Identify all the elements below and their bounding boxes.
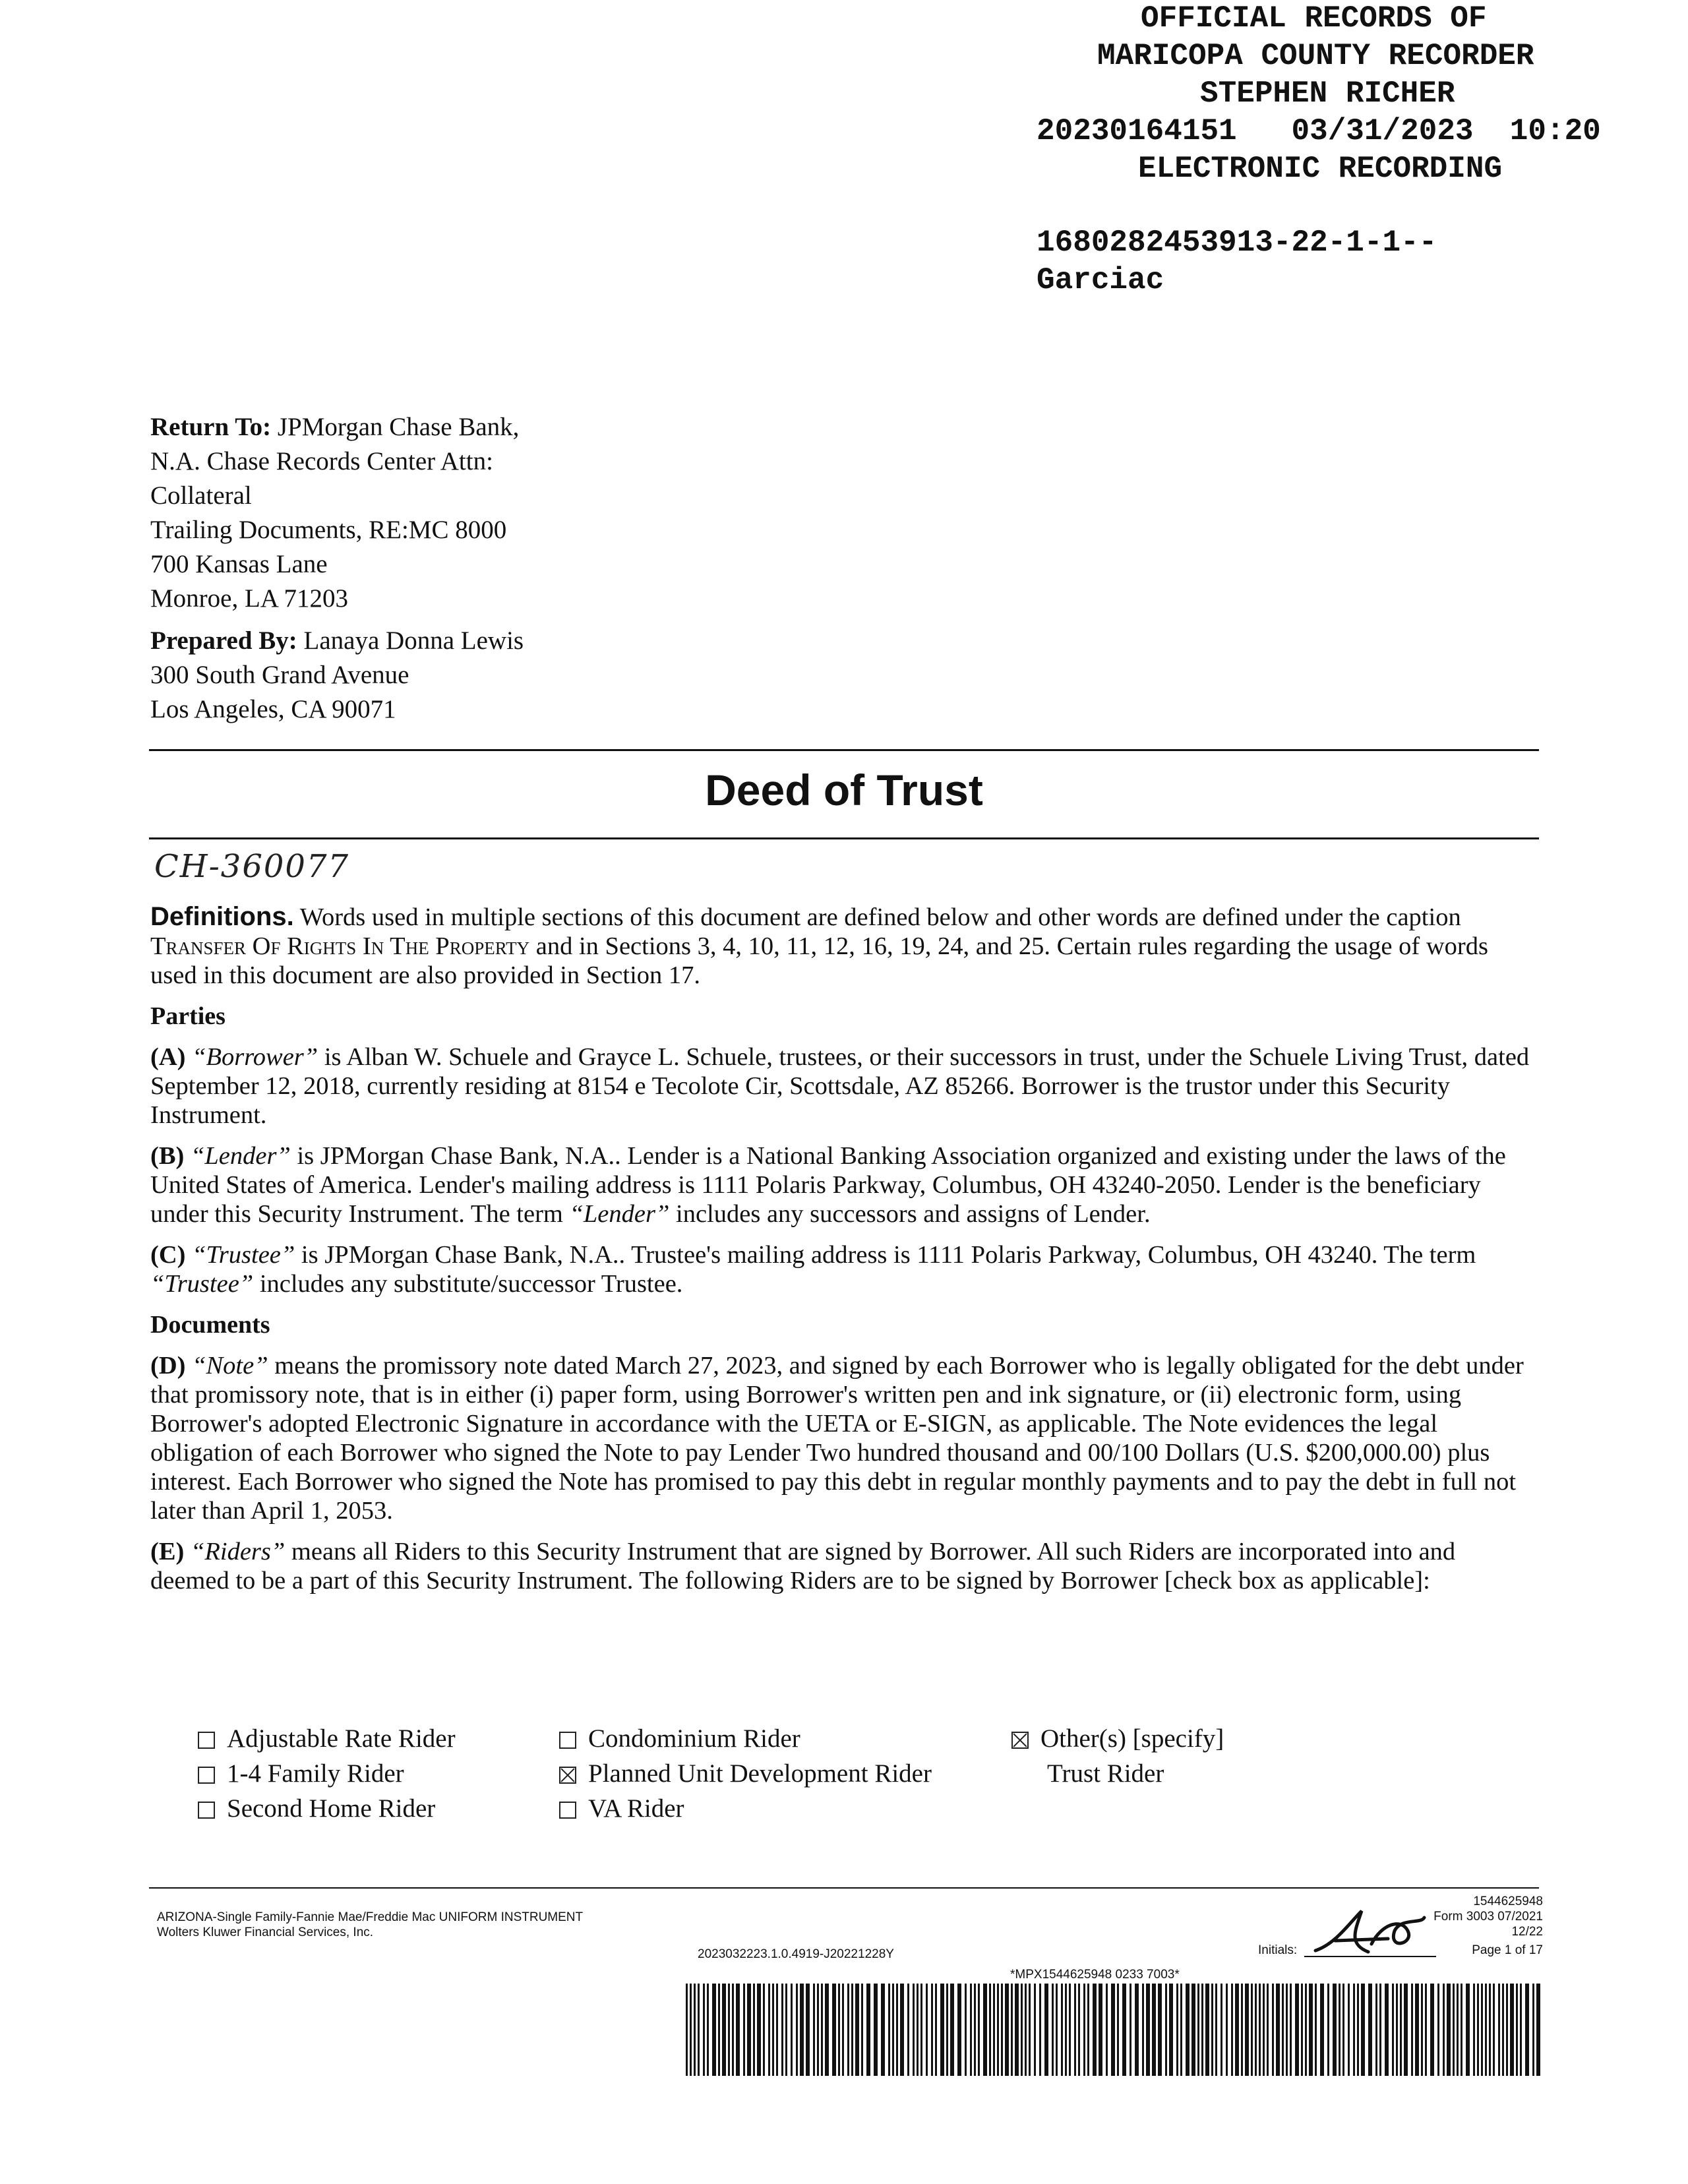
barcode-bar bbox=[703, 1984, 705, 2076]
barcode-bar bbox=[1361, 1984, 1365, 2076]
stamp-date: 03/31/2023 bbox=[1291, 114, 1474, 148]
barcode-bar bbox=[1466, 1984, 1470, 2076]
checkbox-adjustable-rate[interactable] bbox=[198, 1732, 215, 1749]
rider-other[interactable] bbox=[1011, 1721, 1224, 1756]
barcode-bar bbox=[1379, 1984, 1381, 2076]
barcode-bar bbox=[698, 1984, 700, 2076]
rider-label: Planned Unit Development Rider bbox=[588, 1759, 932, 1788]
barcode-bar bbox=[1339, 1984, 1341, 2076]
barcode-bar bbox=[855, 1984, 859, 2076]
barcode-bar bbox=[1348, 1984, 1350, 2076]
barcode-bar bbox=[1502, 1984, 1504, 2076]
barcode-bar bbox=[892, 1984, 894, 2076]
barcode-bar bbox=[1255, 1984, 1257, 2076]
barcode-bar bbox=[1421, 1984, 1423, 2076]
barcode-bar bbox=[694, 1984, 696, 2076]
barcode-bar bbox=[768, 1984, 770, 2076]
stamp-clerk: Garciac bbox=[1037, 263, 1164, 297]
barcode-bar bbox=[1516, 1984, 1518, 2076]
barcode-bar bbox=[1320, 1984, 1324, 2076]
party-b-text-2: includes any successors and assigns of Lender. bbox=[676, 1200, 1151, 1228]
rider-1-4-family[interactable] bbox=[198, 1756, 456, 1791]
party-a-label: (A) bbox=[150, 1043, 186, 1071]
barcode-bar bbox=[718, 1984, 720, 2076]
rider-condominium[interactable] bbox=[559, 1721, 932, 1756]
document-note bbox=[150, 1351, 1539, 1525]
doc-e-label: (E) bbox=[150, 1538, 185, 1565]
checkbox-other[interactable] bbox=[1011, 1732, 1029, 1749]
barcode-bar bbox=[1430, 1984, 1434, 2076]
barcode-bar bbox=[1215, 1984, 1217, 2076]
barcode-bar bbox=[1241, 1984, 1243, 2076]
return-to-line-5: 700 Kansas Lane bbox=[150, 550, 328, 578]
barcode-bar bbox=[957, 1984, 961, 2076]
party-c-term: “Trustee” bbox=[192, 1241, 295, 1269]
riders-column-3 bbox=[1011, 1721, 1224, 1791]
footer-loan-number: 1544625948 bbox=[1473, 1895, 1543, 1908]
definitions-intro bbox=[150, 902, 1539, 990]
barcode-bar bbox=[1052, 1984, 1054, 2076]
barcode-bar bbox=[736, 1984, 740, 2076]
barcode-bar bbox=[851, 1984, 853, 2076]
barcode-bar bbox=[920, 1984, 922, 2076]
barcode-bar bbox=[1443, 1984, 1445, 2076]
barcode-bar bbox=[1520, 1984, 1522, 2076]
barcode-bar bbox=[796, 1984, 798, 2076]
barcode-bar bbox=[1142, 1984, 1144, 2076]
stamp-line-4 bbox=[1029, 113, 1688, 150]
barcode-bar bbox=[1368, 1984, 1372, 2076]
barcode-text: *MPX1544625948 0233 7003* bbox=[1010, 1968, 1180, 1982]
barcode-bar bbox=[950, 1984, 954, 2076]
barcode-bar bbox=[753, 1984, 755, 2076]
stamp-line-2: MARICOPA COUNTY RECORDER bbox=[1097, 39, 1534, 73]
barcode-bar bbox=[1069, 1984, 1071, 2076]
barcode-bar bbox=[1122, 1984, 1126, 2076]
party-b-term: “Lender” bbox=[190, 1142, 291, 1170]
party-trustee bbox=[150, 1240, 1539, 1298]
barcode-bar bbox=[1327, 1984, 1329, 2076]
barcode-bar bbox=[1015, 1984, 1019, 2076]
rider-va[interactable] bbox=[559, 1791, 932, 1826]
riders-column-1 bbox=[198, 1721, 456, 1826]
barcode-bar bbox=[946, 1984, 948, 2076]
barcode-bar bbox=[813, 1984, 815, 2076]
checkbox-condominium[interactable] bbox=[559, 1732, 576, 1749]
barcode-bar bbox=[1392, 1984, 1394, 2076]
checkbox-va[interactable] bbox=[559, 1802, 576, 1819]
barcode-bar bbox=[776, 1984, 778, 2076]
recording-stamp bbox=[1029, 0, 1688, 299]
barcode-bar bbox=[1259, 1984, 1261, 2076]
definitions-section bbox=[150, 902, 1539, 1595]
barcode-bar bbox=[1506, 1984, 1508, 2076]
barcode-bar bbox=[1290, 1984, 1292, 2076]
barcode-bar bbox=[1415, 1984, 1419, 2076]
barcode-bar bbox=[1425, 1984, 1427, 2076]
barcode-bar bbox=[866, 1984, 870, 2076]
barcode-bar bbox=[1186, 1984, 1190, 2076]
barcode-bar bbox=[917, 1984, 919, 2076]
barcode-bar bbox=[1532, 1984, 1534, 2076]
barcode-bar bbox=[821, 1984, 823, 2076]
barcode-bar bbox=[1211, 1984, 1213, 2076]
party-b-label: (B) bbox=[150, 1142, 185, 1170]
definitions-heading: Definitions. bbox=[150, 902, 294, 931]
barcode-bar bbox=[861, 1984, 863, 2076]
barcode-bar bbox=[1295, 1984, 1299, 2076]
footer-form-line-2: Wolters Kluwer Financial Services, Inc. bbox=[157, 1926, 374, 1939]
barcode-bar bbox=[1205, 1984, 1209, 2076]
barcode-bar bbox=[1263, 1984, 1265, 2076]
doc-e-text: means all Riders to this Security Instrument that are signed by Borrower. All such Riders are incorporated into and deemed to be a part of this Security Instrument. The following Riders are to be signed by Borrower [check box as applicable]: bbox=[150, 1538, 1456, 1594]
party-a-text: is Alban W. Schuele and Grayce L. Schuele, trustees, or their successors in trust, under the Schuele Living Trust, dated September 12, 2018, currently residing at 8154 e Tecolote Cir, Scottsdale, AZ 85266. Borrower is the trustor under this Security Instrument. bbox=[150, 1043, 1530, 1129]
footer-form-info bbox=[157, 1910, 750, 1940]
barcode-bar bbox=[983, 1984, 987, 2076]
barcode-bar bbox=[1404, 1984, 1408, 2076]
doc-d-term: “Note” bbox=[192, 1352, 268, 1380]
barcode-bar bbox=[1158, 1984, 1162, 2076]
return-to-line-2: N.A. Chase Records Center Attn: bbox=[150, 447, 493, 475]
barcode-bar bbox=[690, 1984, 692, 2076]
barcode-bar bbox=[817, 1984, 819, 2076]
footer-rule bbox=[149, 1887, 1539, 1889]
barcode-bar bbox=[1536, 1984, 1540, 2076]
barcode-bar bbox=[806, 1984, 810, 2076]
barcode-bar bbox=[1309, 1984, 1313, 2076]
barcode-bar bbox=[707, 1984, 709, 2076]
barcode-bar bbox=[1061, 1984, 1063, 2076]
barcode-bar bbox=[1231, 1984, 1233, 2076]
barcode-bar bbox=[900, 1984, 904, 2076]
barcode-bar bbox=[1447, 1984, 1451, 2076]
prepared-by-line-2: 300 South Grand Avenue bbox=[150, 661, 409, 689]
barcode-bar bbox=[1099, 1984, 1102, 2076]
barcode-bar bbox=[1251, 1984, 1253, 2076]
rider-label: 1-4 Family Rider bbox=[227, 1759, 404, 1788]
barcode-bar bbox=[1165, 1984, 1167, 2076]
barcode-bar bbox=[1477, 1984, 1479, 2076]
barcode-bar bbox=[1135, 1984, 1139, 2076]
checkbox-planned-unit-development[interactable] bbox=[559, 1767, 576, 1784]
barcode-bar bbox=[888, 1984, 890, 2076]
barcode-bar bbox=[1437, 1984, 1439, 2076]
footer-revision: 12/22 bbox=[1511, 1925, 1543, 1939]
barcode-bar bbox=[791, 1984, 793, 2076]
documents-heading: Documents bbox=[150, 1311, 270, 1339]
barcode-bar bbox=[1011, 1984, 1013, 2076]
barcode-bar bbox=[1034, 1984, 1036, 2076]
stamp-line-5: ELECTRONIC RECORDING bbox=[1138, 152, 1503, 186]
barcode-bar bbox=[1353, 1984, 1355, 2076]
barcode-bar bbox=[1305, 1984, 1307, 2076]
barcode-bar bbox=[1411, 1984, 1413, 2076]
barcode-bar bbox=[1473, 1984, 1475, 2076]
barcode-bar bbox=[1056, 1984, 1058, 2076]
rider-label: Adjustable Rate Rider bbox=[227, 1724, 456, 1753]
rider-label: VA Rider bbox=[588, 1794, 684, 1823]
document-riders bbox=[150, 1537, 1539, 1595]
barcode-bar bbox=[1282, 1984, 1284, 2076]
footer-initials-label: Initials: bbox=[1258, 1943, 1298, 1957]
barcode-bar bbox=[1044, 1984, 1048, 2076]
barcode-bar bbox=[1146, 1984, 1150, 2076]
stamp-time: 10:20 bbox=[1509, 114, 1601, 148]
party-borrower bbox=[150, 1043, 1539, 1130]
barcode-bar bbox=[1176, 1984, 1178, 2076]
barcode-bar bbox=[1286, 1984, 1288, 2076]
barcode-bar bbox=[940, 1984, 944, 2076]
party-c-term-2: “Trustee” bbox=[150, 1270, 254, 1298]
return-to-line-4: Trailing Documents, RE:MC 8000 bbox=[150, 516, 507, 544]
barcode-bar bbox=[686, 1984, 688, 2076]
doc-e-term: “Riders” bbox=[190, 1538, 286, 1565]
doc-d-text: means the promissory note dated March 27, 2023, and signed by each Borrower who is legally obligated for the debt under that promissory note, that is in either (i) paper form, using Borrower's written pen and ink signature, or (ii) electronic form, using Borrower's adopted Electronic Signature in accordance with the UETA or E-SIGN, as applicable. The Note evidences the legal obligation of each Borrower who signed the Note to pay Lender Two hundred thousand and 00/100 Dollars (U.S. $200,000.00) plus interest. Each Borrower who signed the Note has promised to pay this debt in regular monthly payments and to pay the debt in full not later than April 1, 2053. bbox=[150, 1352, 1524, 1525]
barcode-bar bbox=[1333, 1984, 1337, 2076]
barcode-bar bbox=[1078, 1984, 1080, 2076]
barcode-bar bbox=[978, 1984, 980, 2076]
barcode-bar bbox=[1130, 1984, 1131, 2076]
barcode-bar bbox=[757, 1984, 761, 2076]
rider-second-home[interactable] bbox=[198, 1791, 456, 1826]
party-lender bbox=[150, 1141, 1539, 1228]
rider-label: Condominium Rider bbox=[588, 1724, 800, 1753]
barcode-bar bbox=[931, 1984, 933, 2076]
barcode-bar bbox=[1180, 1984, 1182, 2076]
barcode-bar bbox=[1485, 1984, 1487, 2076]
barcode-bar bbox=[847, 1984, 849, 2076]
party-c-text-2: includes any substitute/successor Trustee. bbox=[259, 1270, 683, 1298]
return-to-label: Return To: bbox=[150, 413, 272, 441]
footer-form-line-1: ARIZONA-Single Family-Fannie Mae/Freddie Mac UNIFORM INSTRUMENT bbox=[157, 1910, 584, 1924]
barcode-bar bbox=[1197, 1984, 1199, 2076]
barcode-bar bbox=[825, 1984, 829, 2076]
barcode-bar bbox=[1525, 1984, 1529, 2076]
rider-other-specify: Trust Rider bbox=[1047, 1759, 1164, 1788]
riders-column-2 bbox=[559, 1721, 932, 1826]
barcode-bar bbox=[1245, 1984, 1249, 2076]
barcode-bar bbox=[763, 1984, 765, 2076]
riders-checklist bbox=[198, 1721, 1385, 1833]
barcode-bar bbox=[974, 1984, 976, 2076]
barcode-bar bbox=[1191, 1984, 1195, 2076]
rider-label: Second Home Rider bbox=[227, 1794, 436, 1823]
return-to-line-3: Collateral bbox=[150, 481, 252, 510]
barcode-bar bbox=[896, 1984, 898, 2076]
handwritten-reference: CH-360077 bbox=[154, 848, 350, 885]
barcode-bar bbox=[926, 1984, 928, 2076]
barcode-bar bbox=[712, 1984, 716, 2076]
barcode-bar bbox=[1400, 1984, 1402, 2076]
barcode-bar bbox=[832, 1984, 836, 2076]
barcode-bar bbox=[781, 1984, 783, 2076]
barcode-bar bbox=[1493, 1984, 1495, 2076]
barcode-bar bbox=[1201, 1984, 1203, 2076]
rider-label: Other(s) [specify] bbox=[1040, 1724, 1224, 1753]
rider-adjustable-rate[interactable] bbox=[198, 1721, 456, 1756]
barcode-bar bbox=[1235, 1984, 1239, 2076]
barcode-bar bbox=[1457, 1984, 1459, 2076]
barcode-bar bbox=[965, 1984, 967, 2076]
barcode-bar bbox=[1029, 1984, 1031, 2076]
barcode-bar bbox=[772, 1984, 774, 2076]
footer-page-number: Page 1 of 17 bbox=[1472, 1943, 1543, 1957]
barcode-bar bbox=[1272, 1984, 1274, 2076]
rider-planned-unit-development[interactable] bbox=[559, 1756, 932, 1791]
barcode-bar bbox=[970, 1984, 972, 2076]
barcode-bar bbox=[989, 1984, 991, 2076]
document-title: Deed of Trust bbox=[705, 766, 983, 814]
title-rule-bottom bbox=[149, 837, 1539, 839]
barcode-bar bbox=[1510, 1984, 1514, 2076]
checkbox-1-4-family[interactable] bbox=[198, 1767, 215, 1784]
barcode-bar bbox=[1226, 1984, 1228, 2076]
footer-form-number: Form 3003 07/2021 bbox=[1433, 1910, 1543, 1924]
prepared-by-name: Lanaya Donna Lewis bbox=[303, 626, 524, 655]
barcode-bar bbox=[1087, 1984, 1089, 2076]
barcode-bar bbox=[1039, 1984, 1041, 2076]
return-to-block bbox=[150, 410, 744, 727]
barcode-bar bbox=[1357, 1984, 1359, 2076]
barcode-bar bbox=[874, 1984, 878, 2076]
stamp-doc-number: 20230164151 bbox=[1037, 114, 1237, 148]
barcode-bar bbox=[842, 1984, 844, 2076]
barcode-bar bbox=[1074, 1984, 1076, 2076]
return-to-line-6: Monroe, LA 71203 bbox=[150, 584, 349, 613]
barcode-bar bbox=[1025, 1984, 1027, 2076]
barcode-bar bbox=[1481, 1984, 1483, 2076]
party-a-term: “Borrower” bbox=[192, 1043, 318, 1071]
barcode-bar bbox=[1106, 1984, 1108, 2076]
barcode-bar bbox=[881, 1984, 885, 2076]
barcode-bar bbox=[838, 1984, 840, 2076]
barcode-bar bbox=[1117, 1984, 1119, 2076]
barcode-bar bbox=[1342, 1984, 1344, 2076]
barcode-bar bbox=[800, 1984, 804, 2076]
barcode-bar bbox=[1267, 1984, 1269, 2076]
barcode-bar bbox=[935, 1984, 937, 2076]
barcode-bar bbox=[1005, 1984, 1009, 2076]
barcode-bar bbox=[722, 1984, 726, 2076]
barcode-bar bbox=[743, 1984, 745, 2076]
barcode-bar bbox=[1375, 1984, 1377, 2076]
barcode-bar bbox=[1315, 1984, 1317, 2076]
barcode-bar bbox=[997, 1984, 999, 2076]
barcode-bar bbox=[1221, 1984, 1222, 2076]
barcode-bar bbox=[1169, 1984, 1173, 2076]
barcode-bar bbox=[747, 1984, 751, 2076]
definitions-intro-caption: Transfer Of Rights In The Property bbox=[150, 932, 530, 960]
party-b-text: is JPMorgan Chase Bank, N.A.. Lender is a National Banking Association organized and existing under the laws of the United States of America. Lender's mailing address is 1111 Polaris Parkway, Columbus, OH 43240-2050. Lender is the beneficiary under this Security Instrument. The term bbox=[150, 1142, 1506, 1228]
return-to-line-1: JPMorgan Chase Bank, bbox=[277, 413, 520, 441]
stamp-line-1: OFFICIAL RECORDS OF bbox=[1141, 1, 1487, 36]
prepared-by-label: Prepared By: bbox=[150, 626, 297, 655]
parties-heading: Parties bbox=[150, 1002, 226, 1030]
footer-doc-code: 2023032223.1.0.4919-J20221228Y bbox=[698, 1947, 894, 1961]
barcode-bar bbox=[913, 1984, 915, 2076]
stamp-line-3: STEPHEN RICHER bbox=[1200, 76, 1455, 111]
barcode-bar bbox=[1083, 1984, 1085, 2076]
barcode-bar bbox=[1489, 1984, 1491, 2076]
barcode-bar bbox=[1396, 1984, 1398, 2076]
barcode-bar bbox=[1093, 1984, 1097, 2076]
prepared-by-line-3: Los Angeles, CA 90071 bbox=[150, 695, 396, 723]
barcode-bar bbox=[1111, 1984, 1115, 2076]
barcode-bar bbox=[1021, 1984, 1023, 2076]
definitions-intro-b: and in Sections 3, 4, 10, 11, 12, 16, 19, 24, and 25. Certain rules regarding the usage of words used in this document are also provided in Section 17. bbox=[150, 932, 1488, 989]
checkbox-second-home[interactable] bbox=[198, 1802, 215, 1819]
barcode-bar bbox=[785, 1984, 787, 2076]
barcode-bar bbox=[1498, 1984, 1500, 2076]
barcode-bar bbox=[1301, 1984, 1303, 2076]
barcode-bar bbox=[732, 1984, 734, 2076]
party-b-term-2: “Lender” bbox=[569, 1200, 670, 1228]
barcode bbox=[686, 1984, 1543, 2076]
barcode-bar bbox=[1453, 1984, 1455, 2076]
definitions-intro-a: Words used in multiple sections of this document are defined below and other words are defined under the caption bbox=[299, 903, 1461, 931]
barcode-bar bbox=[1001, 1984, 1003, 2076]
barcode-bar bbox=[1065, 1984, 1067, 2076]
barcode-bar bbox=[907, 1984, 909, 2076]
party-c-text: is JPMorgan Chase Bank, N.A.. Trustee's mailing address is 1111 Polaris Parkway, Columbus, OH 43240. The term bbox=[301, 1241, 1476, 1269]
barcode-bar bbox=[1276, 1984, 1280, 2076]
party-c-label: (C) bbox=[150, 1241, 186, 1269]
doc-d-label: (D) bbox=[150, 1352, 186, 1380]
barcode-bar bbox=[1461, 1984, 1462, 2076]
title-rule-top bbox=[149, 749, 1539, 751]
barcode-bar bbox=[993, 1984, 995, 2076]
barcode-bar bbox=[1152, 1984, 1156, 2076]
barcode-bar bbox=[728, 1984, 730, 2076]
stamp-ref: 1680282453913-22-1-1-- bbox=[1037, 226, 1437, 260]
barcode-bar bbox=[1385, 1984, 1389, 2076]
